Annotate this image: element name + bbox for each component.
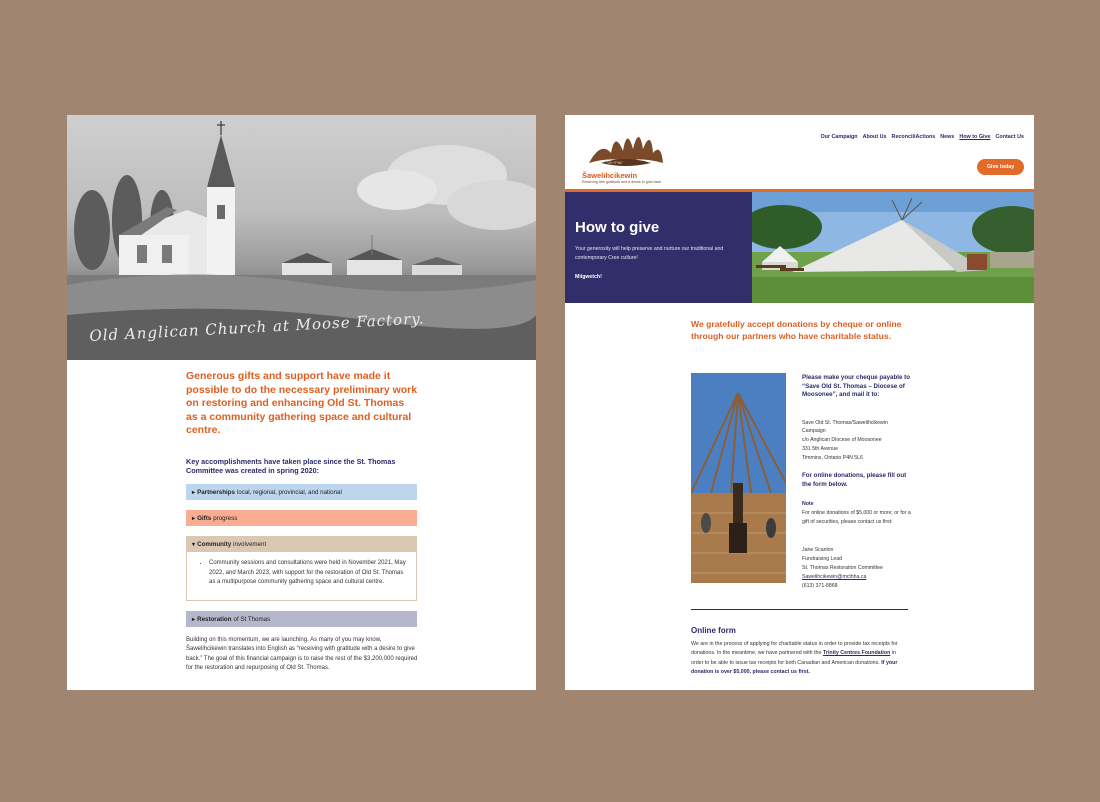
- nav-reconciliactions[interactable]: ReconciliActions: [891, 134, 936, 140]
- accordion-title: Partnerships: [197, 488, 235, 496]
- hero-subtitle: Your generosity will help preserve and nurture our traditional and contemporary Cree culture!: [575, 246, 724, 261]
- accomplishments-heading: Key accomplishments have taken place since the St. Thomas Committee was created in spring 2020:: [186, 457, 396, 475]
- form-text-bold: If your donation is over $5,000, please contact us first.: [691, 659, 898, 675]
- accordion-title: Gifts: [197, 514, 212, 522]
- lodge-interior-photo: [691, 373, 786, 583]
- contact-name: Jane Scanlon: [802, 547, 834, 553]
- address-line-4: 331 5th Avenue: [802, 446, 838, 452]
- address-line-1: Save Old St. Thomas/Sawelihcikewin: [802, 420, 888, 426]
- hero-panel: [565, 192, 752, 303]
- trinity-foundation-link[interactable]: Trinity Centres Foundation: [822, 650, 891, 657]
- address-line-5: Timmins, Ontario P4N 5L6: [802, 455, 863, 461]
- nav-about-us[interactable]: About Us: [862, 134, 887, 140]
- left-webpage-screenshot: [67, 115, 536, 690]
- accordion-detail: local, regional, provincial, and national: [236, 488, 342, 496]
- moose-antler-icon: [581, 123, 671, 173]
- cheque-instructions: Please make your cheque payable to “Save Old St. Thomas – Diocese of Moosonee”, and mail it to:: [802, 374, 910, 399]
- accordion-community[interactable]: [186, 536, 417, 552]
- nav-contact-us[interactable]: Contact Us: [995, 134, 1024, 140]
- form-text-2: in order to be able to issue tax receipts for both Canadian and American donations.: [691, 650, 896, 666]
- note-text: For online donations of $5,000 or more; or for a gift of securities, please contact us first:: [802, 510, 911, 525]
- accordion-partnerships[interactable]: [186, 484, 417, 500]
- teepee-photo: [752, 192, 1034, 303]
- logo-name: Šawelihcikewin: [582, 171, 638, 180]
- online-form-paragraph: [691, 640, 909, 677]
- accordion-title: Community: [197, 540, 232, 548]
- svg-text:ᓴᐍᓕᐦᒋᑫᐎᐣ: ᓴᐍᓕᐦᒋᑫᐎᐣ: [607, 161, 623, 165]
- address-line-2: Campaign: [802, 428, 826, 434]
- site-logo[interactable]: [581, 123, 671, 183]
- nav-how-to-give[interactable]: How to Give: [959, 134, 991, 140]
- photo-caption: Old Anglican Church at Moose Factory.: [89, 309, 425, 345]
- accordion-restoration[interactable]: [186, 611, 417, 627]
- address-line-3: c/o Anglican Diocese of Moosonee: [802, 437, 882, 443]
- accordion-gifts[interactable]: [186, 510, 417, 526]
- church-photo: [67, 115, 536, 360]
- accordion-detail: progress: [213, 514, 238, 522]
- note-label: Note: [802, 501, 814, 507]
- site-header: [565, 115, 1034, 192]
- accordion-detail: of St Thomas: [233, 615, 271, 623]
- contact-title: Fundraising Lead: [802, 556, 843, 562]
- accordion-marker: ▾: [192, 540, 196, 548]
- contact-email-link[interactable]: Sawelihcikewin@mcthha.ca: [802, 574, 867, 580]
- lead-paragraph: Generous gifts and support have made it possible to do the necessary preliminary work on restoring and enhancing Old St. Thomas as a community gathering space and cultural centre.: [186, 370, 418, 436]
- contact-phone: (613) 371-8868: [802, 583, 838, 589]
- accordion-title: Restoration: [197, 615, 232, 623]
- accordion-marker: ▸: [192, 615, 196, 623]
- donation-lead: We gratefully accept donations by cheque or online through our partners who have charitable status.: [691, 319, 902, 341]
- logo-tagline: Receiving with gratitude and a desire to give back: [582, 180, 662, 184]
- community-bullet: • Community sessions and consultations were held in November 2021, May 2022, and March 2023, with support for the restoration of Old St. Thomas as a multipurpose community gathering space and cultural centre.: [209, 559, 406, 588]
- hero-thanks: Miigwetch!: [575, 274, 602, 280]
- nav-news[interactable]: News: [940, 134, 955, 140]
- nav-our-campaign[interactable]: Our Campaign: [820, 134, 858, 140]
- accordion-marker: ▸: [192, 488, 196, 496]
- campaign-paragraph: Building on this momentum, we are launching. As many of you may know, Šawelihcikewin translates into English as “receiving with gratitude with a desire to give back.” The goal of this financial campaign is to raise the rest of the $3,200,000 required for the restoration and repurposing of Old St. Thomas.: [186, 637, 418, 672]
- online-donation-instructions: For online donations, please fill out the form below.: [802, 472, 907, 488]
- give-today-button[interactable]: Give today: [977, 159, 1024, 175]
- contact-committee: St. Thomas Restoration Committee: [802, 565, 883, 571]
- form-text-1: We are in the process of applying for charitable status in order to provide tax receipts for donations. In the meantime, we have partnered with the: [691, 641, 898, 657]
- section-divider: [691, 609, 908, 610]
- accordion-detail: involvement: [233, 540, 267, 548]
- accordion-marker: ▸: [192, 514, 196, 522]
- main-navigation: [820, 134, 1024, 140]
- right-webpage-screenshot: [565, 115, 1034, 690]
- page-title: How to give: [575, 219, 660, 236]
- online-form-heading: Online form: [691, 626, 736, 635]
- accordion-community-body: [186, 552, 417, 601]
